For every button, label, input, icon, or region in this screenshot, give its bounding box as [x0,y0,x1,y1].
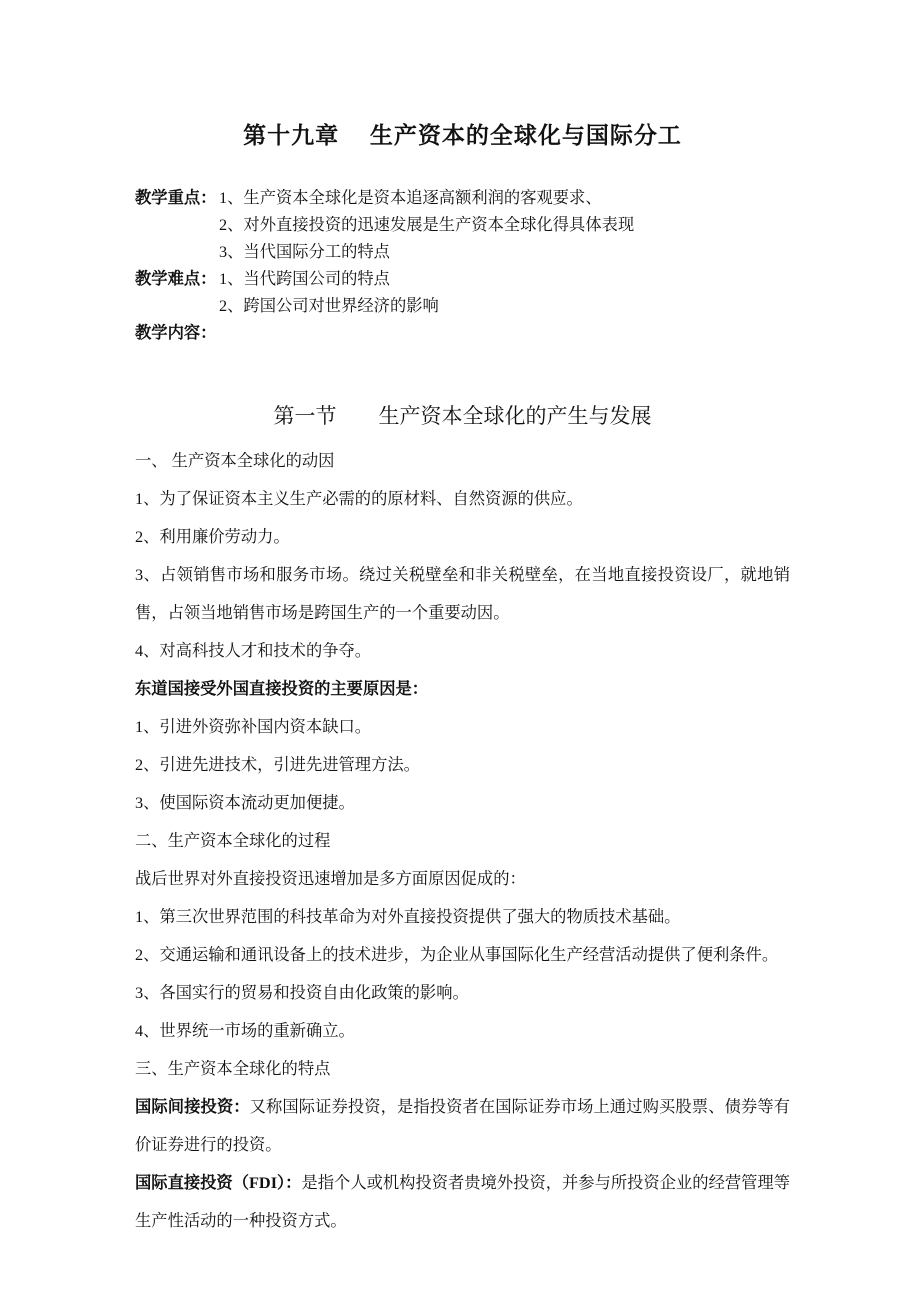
paragraph-text: 3、使国际资本流动更加便捷。 [135,793,355,812]
difficulties-row [135,265,790,319]
difficulty-item: 1、当代跨国公司的特点 [219,269,390,288]
paragraph-text: 三、生产资本全球化的特点 [135,1059,331,1078]
paragraph-text: 战后世界对外直接投资迅速增加是多方面原因促成的： [135,869,526,888]
paragraph [135,746,790,784]
paragraph [135,822,790,860]
section-heading: 第一节 生产资本全球化的产生与发展 [273,404,652,428]
paragraph-text: 2、利用廉价劳动力。 [135,527,290,546]
paragraph [135,784,790,822]
paragraph-text: 3、各国实行的贸易和投资自由化政策的影响。 [135,983,469,1002]
paragraph [135,1164,790,1240]
paragraph [135,480,790,518]
paragraph [135,860,790,898]
key-point-item: 1、生产资本全球化是资本追逐高额利润的客观要求、 [219,188,602,207]
paragraph-text: 2、交通运输和通讯设备上的技术进步，为企业从事国际化生产经营活动提供了便利条件。 [135,945,779,964]
paragraph-text: 1、第三次世界范围的科技革命为对外直接投资提供了强大的物质技术基础。 [135,907,681,926]
key-point-item: 2、对外直接投资的迅速发展是生产资本全球化得具体表现 [219,215,635,234]
paragraph [135,1012,790,1050]
paragraph [135,556,790,632]
paragraph [135,1050,790,1088]
paragraph-text: 二、生产资本全球化的过程 [135,831,331,850]
paragraph-lead: 国际直接投资（FDI）： [135,1173,302,1192]
key-points-list [219,184,790,265]
paragraph-lead: 东道国接受外国直接投资的主要原因是： [135,679,429,698]
paragraph-text: 3、占领销售市场和服务市场。绕过关税壁垒和非关税壁垒，在当地直接投资设厂，就地销售，占领当地销售市场是跨国生产的一个重要动因。 [135,565,790,622]
paragraph-text: 是指个人或机构投资者贵境外投资，并参与所投资企业的经营管理等生产性活动的一种投资方式。 [135,1173,790,1230]
paragraph [135,974,790,1012]
paragraph-text: 1、为了保证资本主义生产必需的的原材料、自然资源的供应。 [135,489,583,508]
paragraph-text: 4、世界统一市场的重新确立。 [135,1021,355,1040]
paragraph [135,632,790,670]
difficulties-list [219,265,790,319]
paragraph [135,708,790,746]
paragraph [135,670,790,708]
paragraph [135,936,790,974]
paragraph-text: 2、引进先进技术，引进先进管理方法。 [135,755,420,774]
paragraph [135,1088,790,1164]
paragraph-text: 一、 生产资本全球化的动因 [135,451,335,470]
key-point-item: 3、当代国际分工的特点 [219,242,390,261]
paragraph-text: 又称国际证券投资，是指投资者在国际证券市场上通过购买股票、债券等有价证券进行的投资。 [135,1097,790,1154]
difficulty-item: 2、跨国公司对世界经济的影响 [219,296,439,315]
paragraph [135,442,790,480]
paragraph-text: 4、对高科技人才和技术的争夺。 [135,641,372,660]
paragraph-lead: 国际间接投资： [135,1097,250,1116]
paragraph [135,518,790,556]
difficulties-label: 教学难点： [135,269,217,288]
paragraph-text: 1、引进外资弥补国内资本缺口。 [135,717,372,736]
key-points-label: 教学重点： [135,188,217,207]
teaching-meta-block [135,184,790,346]
section-body [135,442,790,1240]
key-points-row [135,184,790,265]
paragraph [135,898,790,936]
chapter-title: 第十九章 生产资本的全球化与国际分工 [243,123,682,148]
content-label: 教学内容： [135,323,217,342]
